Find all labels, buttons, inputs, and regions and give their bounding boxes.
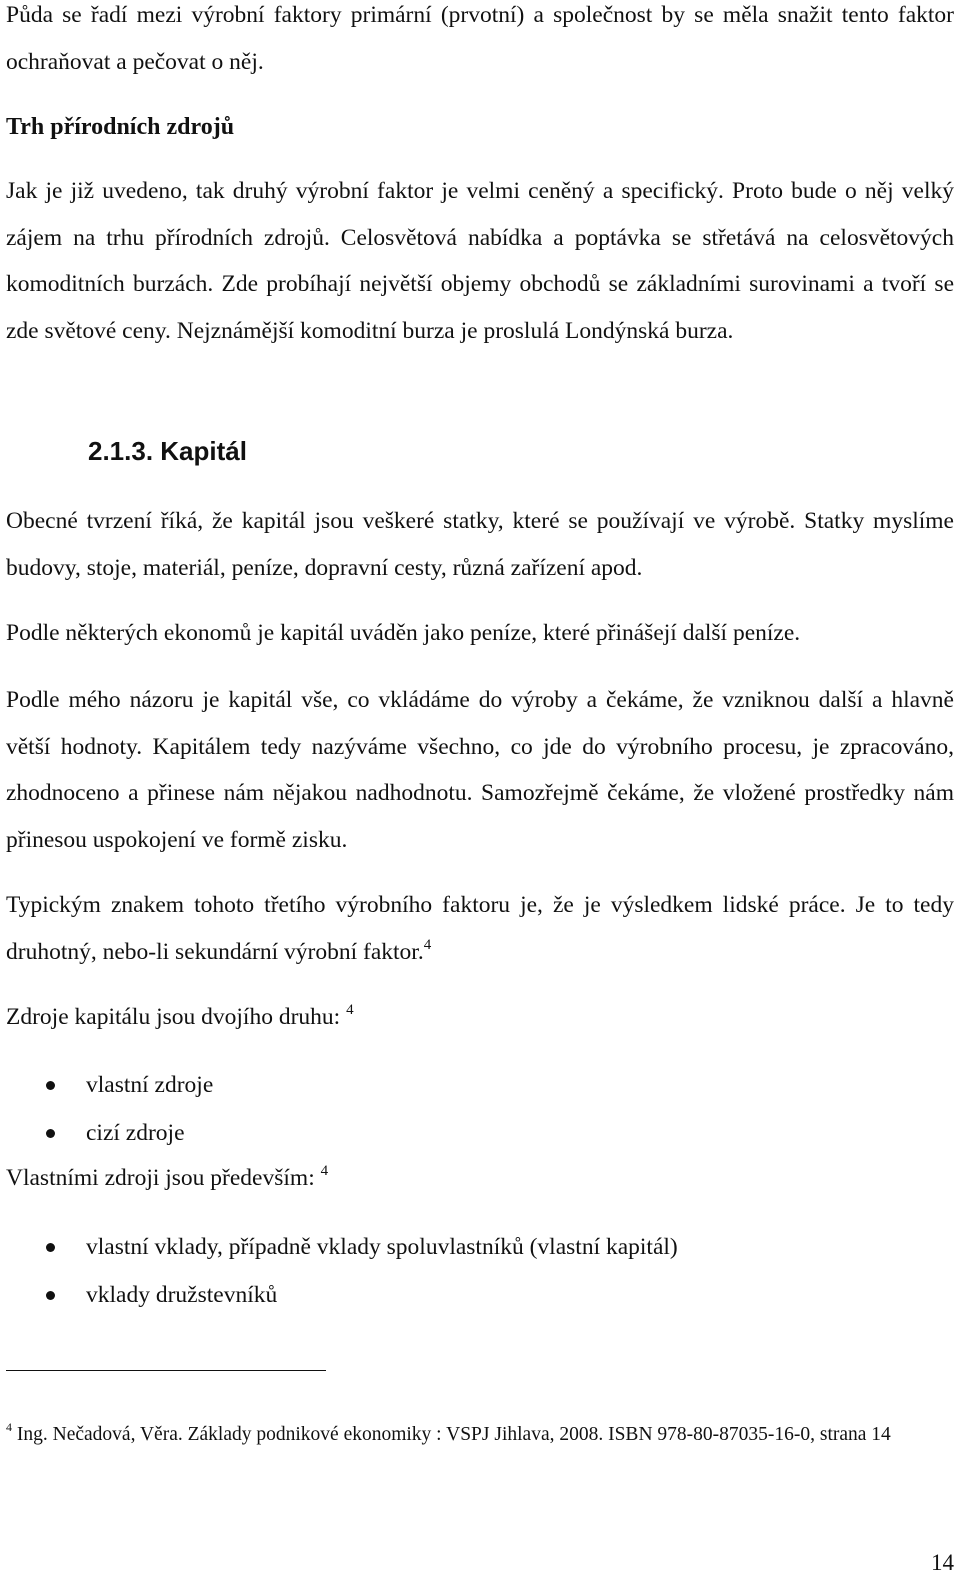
footnote-marker: 4 (6, 1420, 12, 1434)
footnote-text: Ing. Nečadová, Věra. Základy podnikové ekonomiky : VSPJ Jihlava, 2008. ISBN 978-80-87035-16-0, strana 14 (12, 1424, 891, 1445)
footnote-ref: 4 (423, 936, 432, 953)
list-item (6, 1272, 954, 1320)
paragraph-text: Zdroje kapitálu jsou dvojího druhu: (6, 1004, 347, 1030)
paragraph-podle-nekterych: Podle některých ekonomů je kapitál uváděn jako peníze, které přinášejí další peníze. (6, 620, 801, 646)
footnote-ref: 4 (320, 1163, 329, 1179)
paragraph-obecne-tvrzeni: Obecné tvrzení říká, že kapitál jsou veškeré statky, které se používají ve výrobě. Statky myslíme budovy, stoje, materiál, peníze, dopravní cesty, různá zařízení apod. (6, 508, 954, 581)
bullet-icon (46, 1291, 55, 1300)
page-number: 14 (931, 1550, 954, 1575)
paragraph-text: Typickým znakem tohoto třetího výrobního faktoru je, že je výsledkem lidské práce. Je to tedy druhotný, nebo-li sekundární výrobní faktor. (6, 892, 954, 965)
heading-trh-prirodnich-zdroju: Trh přírodních zdrojů (6, 114, 235, 140)
paragraph-typickym-znakem (6, 882, 954, 975)
list-item (6, 1224, 954, 1272)
paragraph-puda: Půda se řadí mezi výrobní faktory primární (prvotní) a společnost by se měla snažit tento faktor ochraňovat a pečovat o něj. (6, 2, 954, 75)
bullet-icon (46, 1243, 55, 1252)
footnote-separator (6, 1370, 326, 1371)
list-item-text: vklady družstevníků (86, 1282, 278, 1308)
list-item (6, 1110, 954, 1158)
section-heading-kapital: 2.1.3. Kapitál (88, 436, 247, 466)
bullet-list-zdroje (6, 1062, 954, 1158)
bullet-list-vlastni-zdroje (6, 1224, 954, 1320)
list-item-text: cizí zdroje (86, 1120, 185, 1146)
paragraph-vlastnimi-zdroji (6, 1155, 954, 1202)
list-item (6, 1062, 954, 1110)
paragraph-podle-meho: Podle mého názoru je kapitál vše, co vkládáme do výroby a čekáme, že vzniknou další a hlavně větší hodnoty. Kapitálem tedy nazýváme všechno, co jde do výrobního procesu, je zpracováno, zhodnoceno a přinese nám nějakou nadhodnotu. Samozřejmě čekáme, že vložené prostředky nám přinesou uspokojení ve formě zisku. (6, 687, 954, 853)
list-item-text: vlastní vklady, případně vklady spoluvlastníků (vlastní kapitál) (86, 1234, 678, 1260)
footnote-ref: 4 (346, 1002, 354, 1018)
bullet-icon (46, 1081, 55, 1090)
paragraph-text: Vlastními zdroji jsou především: (6, 1165, 321, 1191)
bullet-icon (46, 1129, 55, 1138)
list-item-text: vlastní zdroje (86, 1072, 214, 1098)
paragraph-trh: Jak je již uvedeno, tak druhý výrobní faktor je velmi ceněný a specifický. Proto bude o něj velký zájem na trhu přírodních zdrojů. Celosvětová nabídka a poptávka se střetává na celosvětových komoditních burzách. Zde probíhají největší objemy obchodů se základními surovinami a tvoří se zde světové ceny. Nejznámější komoditní burza je proslulá Londýnská burza. (6, 178, 954, 344)
paragraph-zdroje-kapitalu (6, 994, 954, 1041)
footnote (6, 1416, 954, 1454)
document-page (6, 0, 954, 1573)
